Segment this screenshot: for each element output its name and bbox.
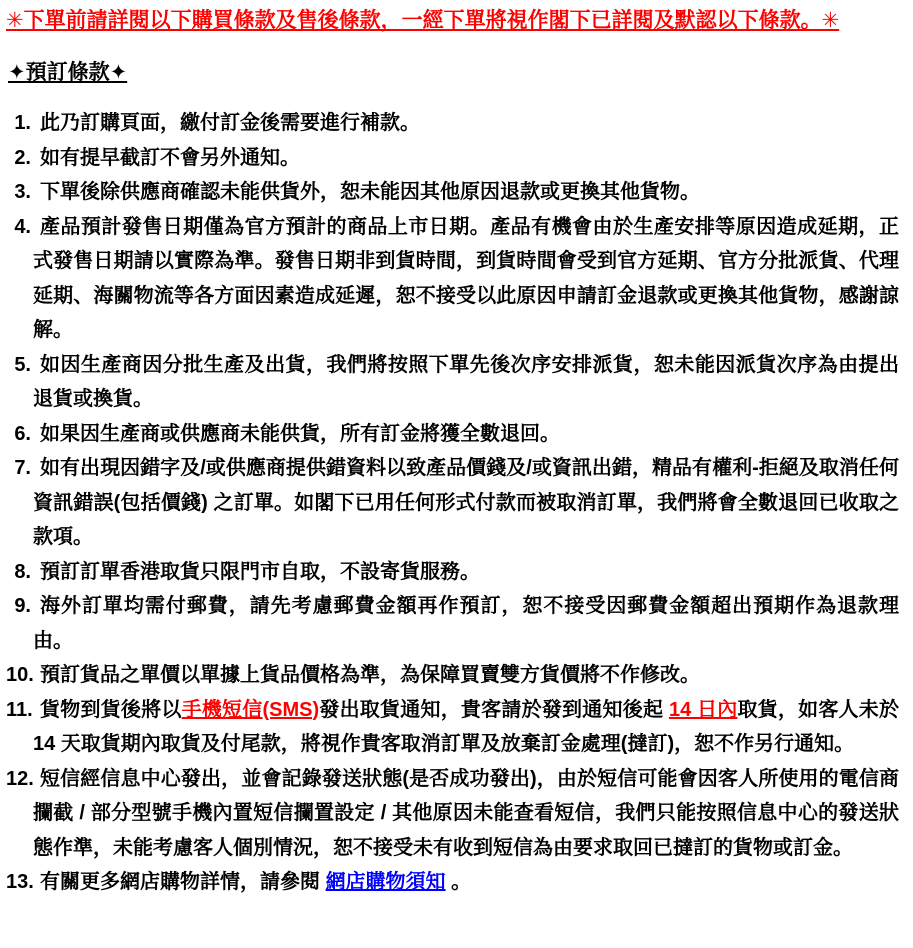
term-text: 貨物到貨後將以	[40, 698, 182, 721]
term-text: 有關更多網店購物詳情，請參閱	[40, 871, 326, 893]
pre-order-warning-banner: ✳下單前請詳閱以下購買條款及售後條款，一經下單將視作閣下已詳閱及默認以下條款。✳	[6, 9, 840, 32]
term-text: 預訂訂單香港取貨只限門市自取，不設寄貨服務。	[40, 560, 480, 583]
shop-guide-link[interactable]: 網店購物須知	[325, 871, 446, 893]
term-number: 1.	[14, 112, 31, 134]
term-text: 預訂貨品之單價以單據上貨品價格為準，為保障買賣雙方貨價將不作修改。	[40, 664, 700, 686]
term-number: 4.	[14, 215, 31, 238]
term-number: 10.	[6, 664, 34, 686]
term-item-3	[6, 175, 899, 210]
term-number: 9.	[14, 595, 31, 617]
term-number: 5.	[14, 353, 31, 376]
term-text: 如果因生產商或供應商未能供貨，所有訂金將獲全數退回。	[40, 422, 560, 445]
term-text: 取貨，如客人未於 14 天取貨期內取貨及付尾款，將視作貴客取消訂單及放棄訂金處理(撻訂)，恕不作另行通知。	[33, 698, 900, 755]
terms-list	[6, 106, 899, 900]
term-item-7	[6, 451, 899, 555]
section-title-pre-order-terms: ✦預訂條款✦	[8, 61, 128, 84]
term-item-1	[6, 106, 899, 141]
term-number: 6.	[14, 422, 31, 445]
term-number: 13.	[6, 871, 34, 893]
term-item-5	[6, 348, 899, 417]
term-number: 11.	[6, 698, 33, 721]
pickup-deadline-highlight: 14 日內	[668, 698, 738, 721]
term-number: 12.	[6, 767, 34, 790]
term-text: 下單後除供應商確認未能供貨外，恕未能因其他原因退款或更換其他貨物。	[40, 181, 700, 203]
term-item-2	[6, 141, 899, 176]
term-number: 7.	[14, 457, 31, 479]
term-item-6	[6, 417, 899, 452]
term-item-12	[6, 762, 899, 866]
term-text: 如因生產商因分批生產及出貨，我們將按照下單先後次序安排派貨，恕未能因派貨次序為由提出退貨或換貨。	[33, 353, 899, 410]
term-text: 產品預計發售日期僅為官方預計的商品上市日期。產品有機會由於生產安排等原因造成延期，正式發售日期請以實際為準。發售日期非到貨時間，到貨時間會受到官方延期、官方分批派貨、代理延期、海關物流等各方面因素造成延遲，恕不接受以此原因申請訂金退款或更換其他貨物，感謝諒解。	[33, 215, 899, 341]
term-number: 2.	[14, 146, 31, 169]
term-text: 如有提早截訂不會另外通知。	[40, 146, 300, 169]
sms-notice-highlight: 手機短信(SMS)	[181, 698, 320, 721]
term-item-11	[6, 693, 899, 762]
term-item-10	[6, 658, 899, 693]
term-item-13	[6, 865, 899, 900]
term-text: 。	[445, 871, 472, 893]
term-text: 海外訂單均需付郵費，請先考慮郵費金額再作預訂，恕不接受因郵費金額超出預期作為退款理由。	[33, 595, 899, 652]
term-item-8	[6, 555, 899, 590]
term-number: 8.	[14, 560, 31, 583]
term-text: 短信經信息中心發出，並會記錄發送狀態(是否成功發出)，由於短信可能會因客人所使用的電信商攔截 / 部分型號手機內置短信攔置設定 / 其他原因未能查看短信，我們只能按照信息中心的發送狀態作準，未能考慮客人個別情況，恕不接受未有收到短信為由要求取回已撻訂的貨物或訂金。	[33, 767, 899, 859]
pre-order-terms-page	[6, 8, 899, 900]
term-text: 如有出現因錯字及/或供應商提供錯資料以致產品價錢及/或資訊出錯，精品有權利-拒絕及取消任何資訊錯誤(包括價錢) 之訂單。如閣下已用任何形式付款而被取消訂單，我們將會全數退回已收取之款項。	[33, 457, 899, 548]
term-item-4	[6, 210, 899, 348]
term-text: 此乃訂購頁面，繳付訂金後需要進行補款。	[40, 112, 420, 134]
term-item-9	[6, 589, 899, 658]
term-text: 發出取貨通知，貴客請於發到通知後起	[319, 698, 669, 721]
term-number: 3.	[14, 181, 31, 203]
